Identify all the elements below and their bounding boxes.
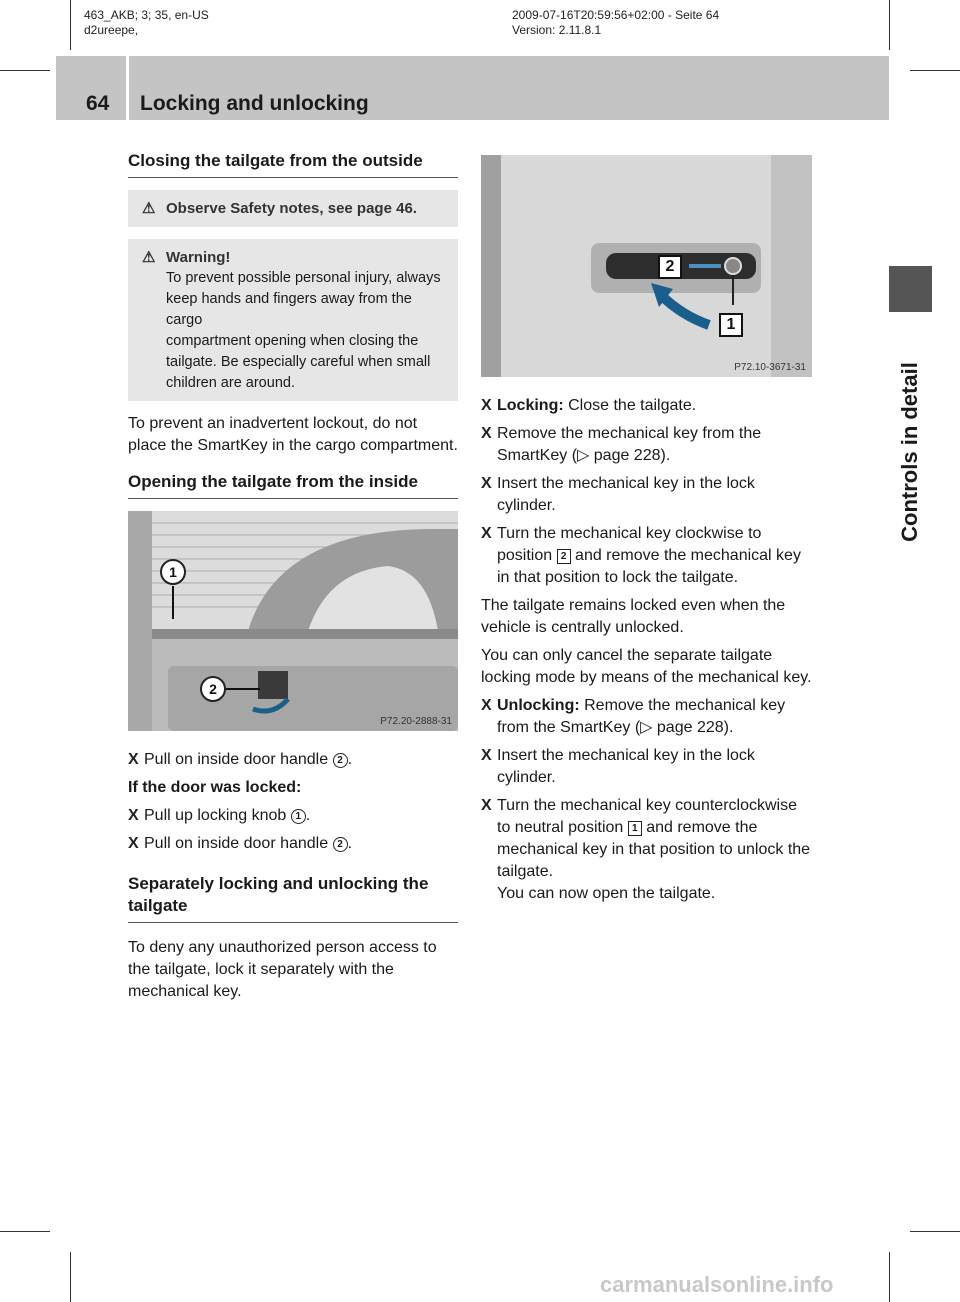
safety-note <box>138 198 448 219</box>
step-text <box>144 805 458 827</box>
paragraph: You can only cancel the separate tailgate locking mode by means of the mechanical key. <box>481 647 812 686</box>
meta-line: 2009-07-16T20:59:56+02:00 - Seite 64 <box>512 8 720 22</box>
step-marker: X <box>128 751 139 768</box>
ref-position: 2 <box>557 549 571 564</box>
instruction-step <box>481 423 812 467</box>
instruction-step <box>128 749 458 771</box>
ref-callout: 2 <box>333 753 348 768</box>
crop-mark <box>910 1231 960 1232</box>
crop-mark <box>0 1231 50 1232</box>
crop-mark <box>70 0 71 50</box>
right-column <box>481 150 812 911</box>
crop-mark <box>889 1252 890 1302</box>
callout-2: 2 <box>658 255 682 279</box>
page-title: Locking and unlocking <box>140 92 369 115</box>
step-marker: X <box>481 797 492 814</box>
crop-mark <box>70 1252 71 1302</box>
step-text-part: Turn the mechanical key clockwise to position <box>497 525 762 564</box>
instruction-step <box>481 473 812 517</box>
paragraph: To prevent an inadvertent lockout, do not place the SmartKey in the cargo compartment. <box>128 415 458 454</box>
crop-mark <box>910 70 960 71</box>
print-meta-right <box>512 8 719 38</box>
instruction-step <box>128 833 458 855</box>
side-tab-marker <box>889 266 932 312</box>
section-heading: Separately locking and unlocking the tailgate <box>128 873 458 923</box>
side-tab-strip <box>905 56 906 57</box>
step-text-part: . <box>347 835 353 852</box>
warning-line: tailgate. Be especially careful when small <box>166 354 431 370</box>
section-heading: Opening the tailgate from the inside <box>128 471 458 499</box>
side-tab-label: Controls in detail <box>897 362 922 542</box>
step-text <box>497 695 812 739</box>
callout-2: 2 <box>200 676 226 702</box>
warning-triangle-icon: ⚠ <box>142 200 156 217</box>
step-text <box>144 749 458 771</box>
step-text: Remove the mechanical key from the SmartKey (▷ page 228). <box>497 425 762 464</box>
step-marker: X <box>128 835 139 852</box>
meta-line: Version: 2.11.8.1 <box>512 23 602 37</box>
tailgate-lock-illustration <box>481 155 812 377</box>
left-column <box>128 150 458 1009</box>
figure-code: P72.10-3671-31 <box>734 362 806 373</box>
step-text: Insert the mechanical key in the lock cylinder. <box>497 747 755 786</box>
step-label: Locking: <box>497 397 564 414</box>
crop-mark <box>0 70 50 71</box>
tailgate-inside-illustration <box>128 511 458 731</box>
print-meta-left <box>84 8 209 38</box>
step-text <box>497 523 812 589</box>
warning-line: keep hands and fingers away from the cargo <box>166 291 412 328</box>
meta-line: d2ureepe, <box>84 23 139 37</box>
instruction-step <box>481 695 812 739</box>
step-text-part: . <box>347 751 353 768</box>
step-label: Unlocking: <box>497 697 580 714</box>
header-divider <box>126 56 129 120</box>
step-text <box>497 395 812 417</box>
safety-note-text: Observe Safety notes, see page 46. <box>166 200 417 217</box>
instruction-step <box>481 795 812 883</box>
paragraph: The tailgate remains locked even when the vehicle is centrally unlocked. <box>481 597 786 636</box>
step-text: Insert the mechanical key in the lock cylinder. <box>497 475 755 514</box>
step-text-part: Remove the mechanical key from the SmartKey (▷ page 228). <box>497 697 786 736</box>
step-marker: X <box>128 807 139 824</box>
warning-line: compartment opening when closing the <box>166 333 419 349</box>
instruction-step <box>128 805 458 827</box>
step-text <box>497 795 812 883</box>
step-marker: X <box>481 425 492 442</box>
warning-title: Warning! <box>166 249 231 266</box>
warning-triangle-icon: ⚠ <box>142 249 156 266</box>
callout-1: 1 <box>160 559 186 585</box>
ref-callout: 1 <box>291 809 306 824</box>
step-text-part: Pull on inside door handle <box>144 751 333 768</box>
instruction-step <box>481 395 812 417</box>
result-text: You can now open the tailgate. <box>497 885 716 902</box>
step-marker: X <box>481 475 492 492</box>
instruction-step <box>481 523 812 589</box>
warning-box <box>128 239 458 401</box>
page-number: 64 <box>86 92 110 115</box>
ref-callout: 2 <box>333 837 348 852</box>
warning-line: To prevent possible personal injury, always <box>166 270 441 286</box>
step-marker: X <box>481 525 492 542</box>
figure-tailgate-lock <box>481 155 812 377</box>
meta-line: 463_AKB; 3; 35, en-US <box>84 8 209 22</box>
callout-1: 1 <box>719 313 743 337</box>
figure-tailgate-inside <box>128 511 458 731</box>
step-text-part: and remove the mechanical key in that position to lock the tailgate. <box>497 547 801 586</box>
step-text-part: Pull on inside door handle <box>144 835 333 852</box>
side-tab-bar <box>889 56 905 120</box>
step-text-part: . <box>305 807 311 824</box>
step-text-part: and remove the mechanical key in that position to unlock the tailgate. <box>497 819 811 880</box>
step-text-part: Close the tailgate. <box>563 397 697 414</box>
paragraph: To deny any unauthorized person access to the tailgate, lock it separately with the mechanical key. <box>128 939 437 1000</box>
step-text <box>144 833 458 855</box>
step-text-part: Pull up locking knob <box>144 807 291 824</box>
condition-label: If the door was locked: <box>128 779 302 796</box>
warning-line: children are around. <box>166 375 295 391</box>
section-heading: Closing the tailgate from the outside <box>128 150 458 178</box>
warning-heading <box>138 247 448 268</box>
safety-note-box <box>128 190 458 227</box>
figure-code: P72.20-2888-31 <box>380 716 452 727</box>
crop-mark <box>889 0 890 50</box>
instruction-step <box>481 745 812 789</box>
watermark: carmanualsonline.info <box>600 1272 834 1297</box>
step-text-part: Turn the mechanical key counterclockwise to neutral position <box>497 797 797 836</box>
step-marker: X <box>481 697 492 714</box>
step-marker: X <box>481 397 492 414</box>
step-marker: X <box>481 747 492 764</box>
ref-position: 1 <box>628 821 642 836</box>
